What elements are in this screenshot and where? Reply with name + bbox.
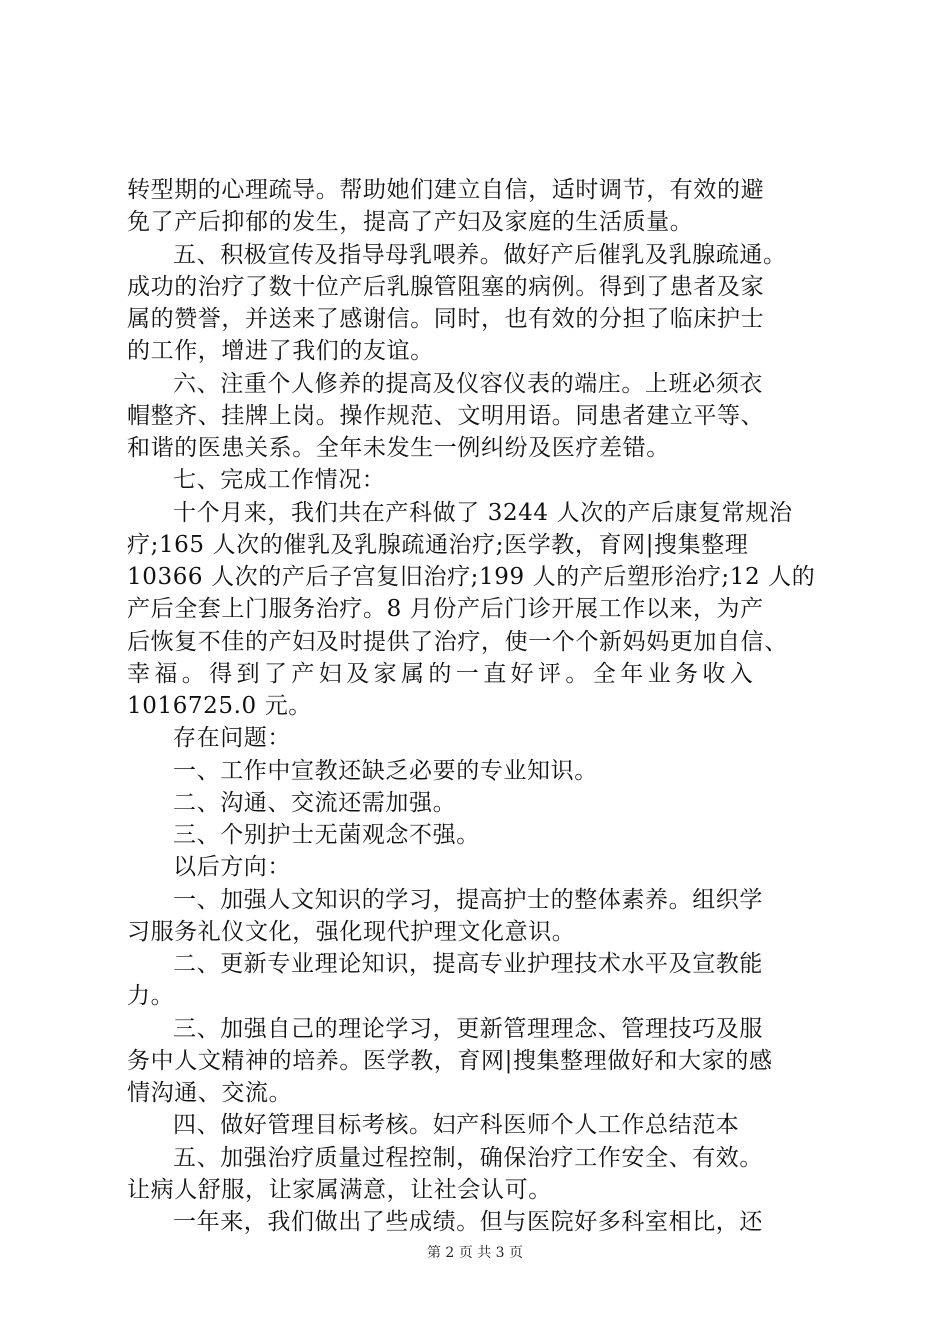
text-line: 成功的治疗了数十位产后乳腺管阻塞的病例。得到了患者及家 — [127, 273, 765, 300]
text-line: 让病人舒服，让家属满意，让社会认可。 — [127, 1176, 552, 1203]
text-line: 属的赞誉，并送来了感谢信。同时，也有效的分担了临床护士 — [127, 306, 765, 332]
page-footer: 第 2 页 共 3 页 — [426, 1245, 524, 1261]
list-item: 二、沟通、交流还需加强。 — [173, 789, 457, 816]
document-body — [127, 174, 832, 1238]
text-line: 情沟通、交流。 — [127, 1080, 293, 1106]
text-line: 免了产后抑郁的发生，提高了产妇及家庭的生活质量。 — [127, 209, 694, 236]
text-line: 转型期的心理疏导。帮助她们建立自信，适时调节，有效的避 — [127, 177, 765, 203]
text-line: 1016725.0 元。 — [127, 693, 312, 719]
list-item: 三、个别护士无菌观念不强。 — [173, 822, 480, 848]
section-heading: 存在问题： — [173, 725, 291, 752]
section-heading: 七、完成工作情况： — [173, 467, 386, 494]
list-item: 一、加强人文知识的学习，提高护士的整体素养。组织学 — [173, 886, 763, 913]
text-line: 疗;165 人次的催乳及乳腺疏通治疗;医学教，育网|搜集整理 — [127, 531, 749, 558]
section-heading: 以后方向： — [173, 854, 291, 881]
text-line: 一年来，我们做出了些成绩。但与医院好多科室相比，还 — [173, 1209, 763, 1235]
text-line: 力。 — [127, 983, 175, 1010]
list-item: 一、工作中宣教还缺乏必要的专业知识。 — [173, 757, 598, 784]
text-line: 幸福。得到了产妇及家属的一直好评。全年业务收入 — [127, 660, 758, 687]
text-line: 10366 人次的产后子宫复旧治疗;199 人的产后塑形治疗;12 人的 — [127, 564, 816, 590]
text-line: 和谐的医患关系。全年未发生一例纠纷及医疗差错。 — [127, 435, 670, 461]
text-line: 务中人文精神的培养。医学教，育网|搜集整理做好和大家的感 — [127, 1047, 773, 1074]
text-line: 习服务礼仪文化，强化现代护理文化意识。 — [127, 918, 576, 945]
text-line: 产后全套上门服务治疗。8 月份产后门诊开展工作以来，为产 — [127, 596, 764, 623]
text-line: 帽整齐、挂牌上岗。操作规范、文明用语。同患者建立平等、 — [127, 402, 765, 429]
text-line: 六、注重个人修养的提高及仪容仪表的端庄。上班必须衣 — [173, 370, 763, 397]
list-item: 四、做好管理目标考核。妇产科医师个人工作总结范本 — [173, 1112, 740, 1139]
list-item: 三、加强自己的理论学习，更新管理理念、管理技巧及服 — [173, 1015, 763, 1042]
text-line: 的工作，增进了我们的友谊。 — [127, 338, 434, 365]
text-line: 十个月来，我们共在产科做了 3244 人次的产后康复常规治 — [173, 499, 793, 526]
text-line: 五、积极宣传及指导母乳喂养。做好产后催乳及乳腺疏通。 — [173, 241, 787, 268]
list-item: 五、加强治疗质量过程控制，确保治疗工作安全、有效。 — [173, 1144, 763, 1171]
text-line: 后恢复不佳的产妇及时提供了治疗，使一个个新妈妈更加自信、 — [127, 628, 788, 655]
list-item: 二、更新专业理论知识，提高专业护理技术水平及宣教能 — [173, 951, 763, 977]
